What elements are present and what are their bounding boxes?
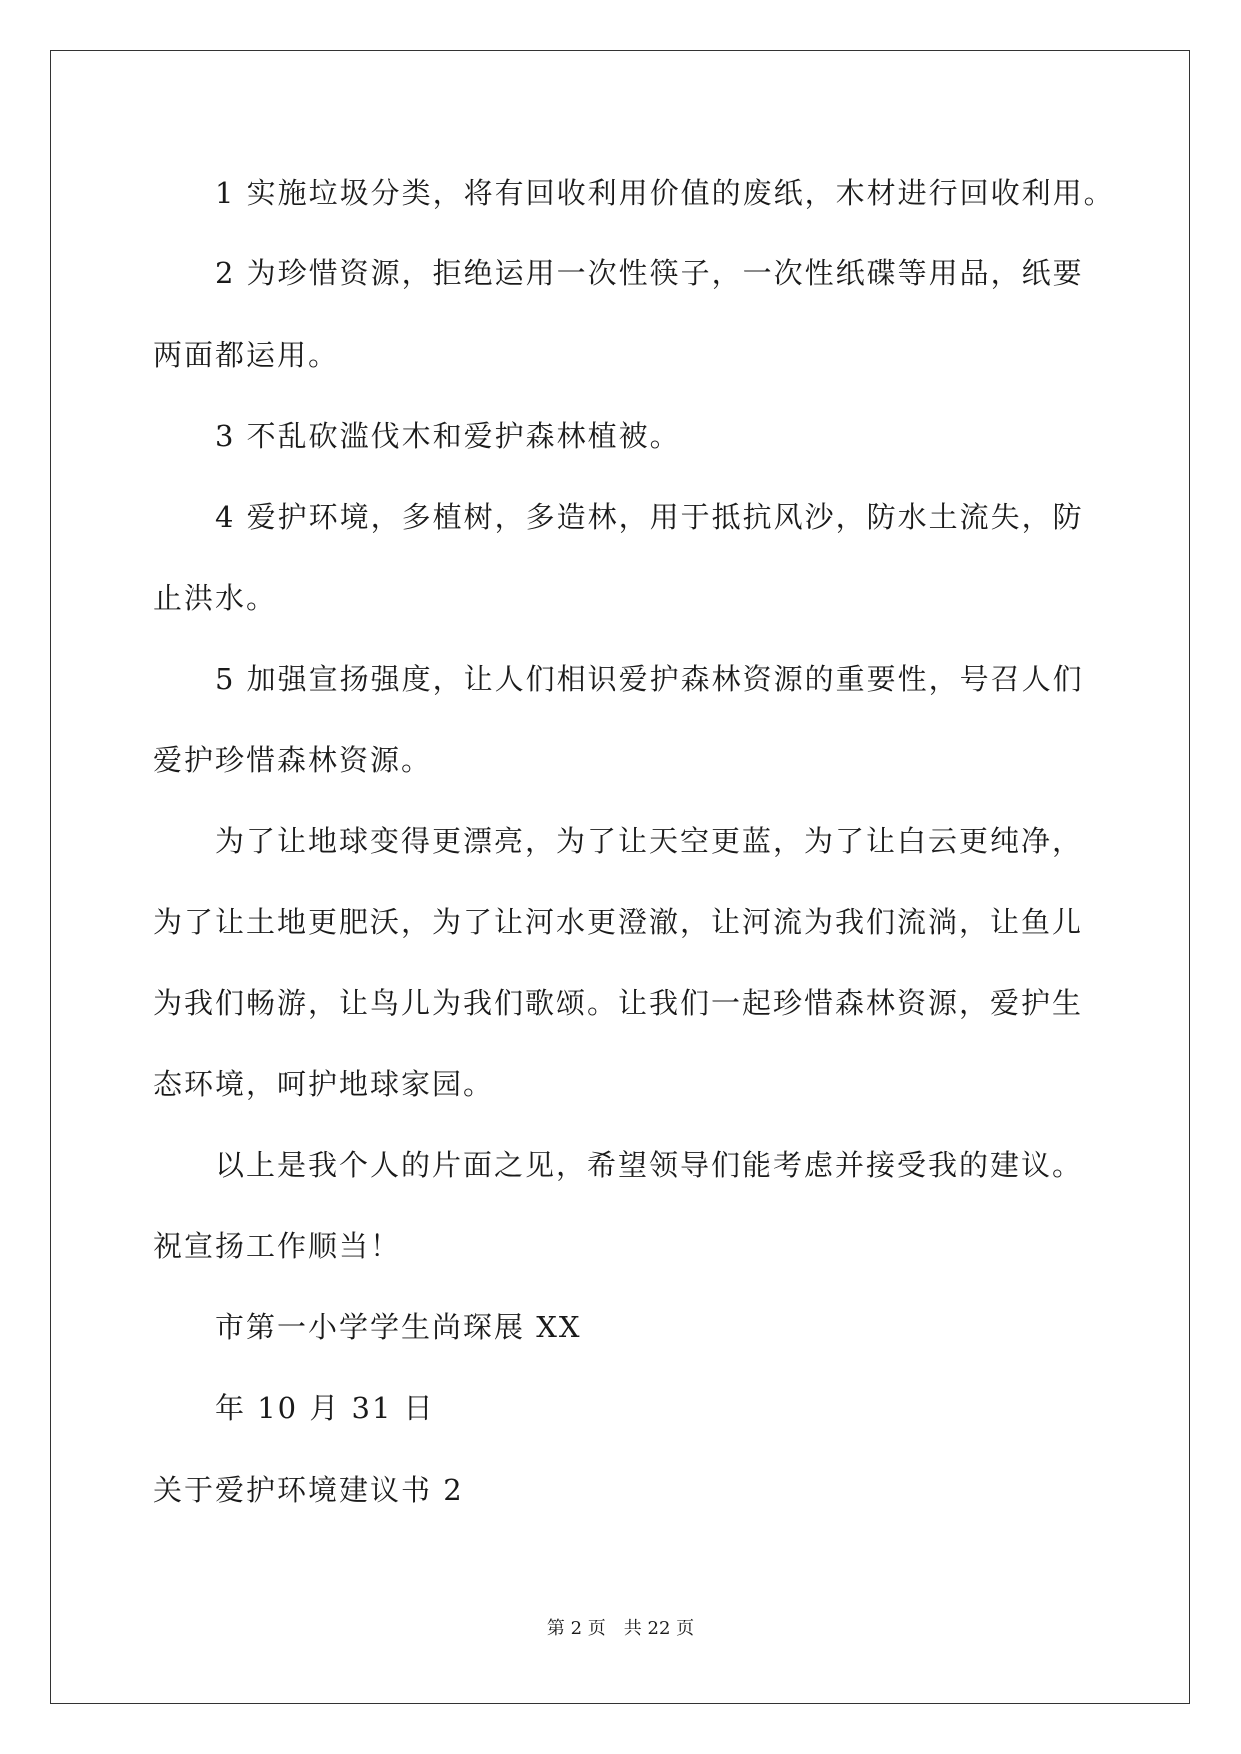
closing-paragraph-line-3: 为我们畅游，让鸟儿为我们歌颂。让我们一起珍惜森林资源，爱护生 [153, 986, 1084, 1020]
signature-name: 市第一小学学生尚琛展 XX [215, 1310, 582, 1344]
page-total: 共 22 页 [623, 1618, 695, 1639]
page-footer [0, 1618, 1241, 1640]
conclusion-line-2: 祝宣扬工作顺当！ [153, 1229, 402, 1263]
conclusion-line-1: 以上是我个人的片面之见，希望领导们能考虑并接受我的建议。 [215, 1148, 1084, 1182]
page-border [50, 50, 1190, 1704]
closing-paragraph-line-1: 为了让地球变得更漂亮，为了让天空更蓝，为了让白云更纯净， [215, 824, 1084, 858]
page-number: 第 2 页 [546, 1618, 606, 1639]
recommendation-3: 3 不乱砍滥伐木和爱护森林植被。 [215, 419, 681, 453]
recommendation-4-continued: 止洪水。 [153, 581, 278, 615]
next-section-title: 关于爱护环境建议书 2 [153, 1473, 464, 1507]
recommendation-5-continued: 爱护珍惜森林资源。 [153, 743, 433, 777]
recommendation-2-continued: 两面都运用。 [153, 338, 340, 372]
closing-paragraph-line-2: 为了让土地更肥沃，为了让河水更澄澈，让河流为我们流淌，让鱼儿 [153, 905, 1084, 939]
recommendation-5: 5 加强宣扬强度，让人们相识爱护森林资源的重要性，号召人们 [215, 662, 1084, 696]
recommendation-4: 4 爱护环境，多植树，多造林，用于抵抗风沙，防水土流失，防 [215, 500, 1084, 534]
recommendation-1: 1 实施垃圾分类，将有回收利用价值的废纸，木材进行回收利用。 [215, 176, 1115, 210]
signature-date: 年 10 月 31 日 [215, 1391, 435, 1425]
closing-paragraph-line-4: 态环境，呵护地球家园。 [153, 1067, 495, 1101]
recommendation-2: 2 为珍惜资源，拒绝运用一次性筷子，一次性纸碟等用品，纸要 [215, 256, 1084, 290]
